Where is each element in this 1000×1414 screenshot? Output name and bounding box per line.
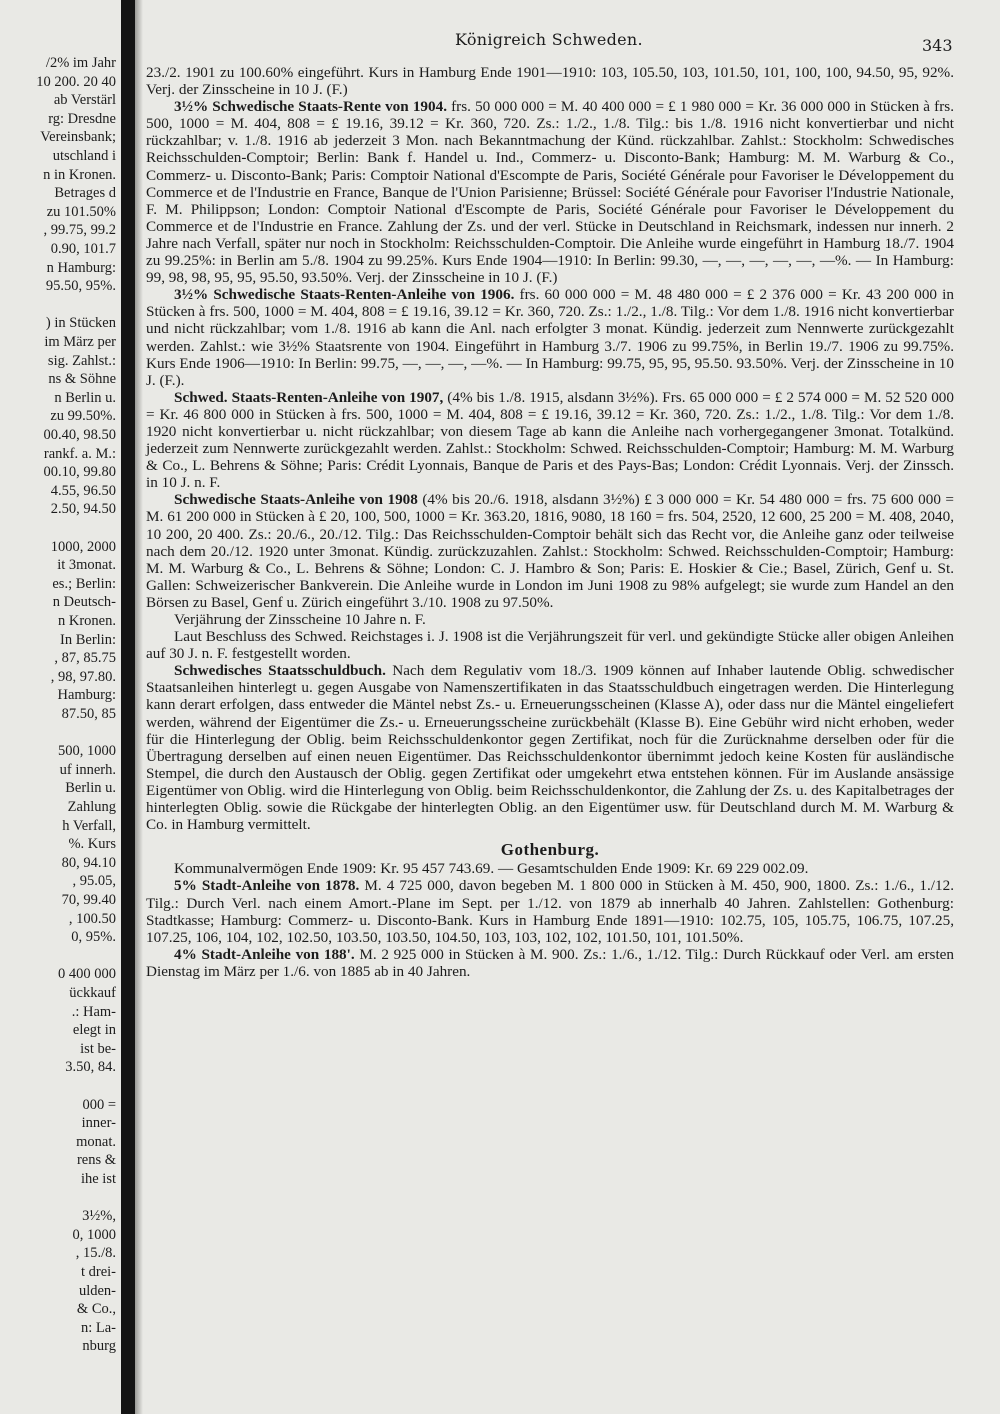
adjacent-page-line: /2% im Jahr (45, 55, 116, 71)
adjacent-page-line: 00.40, 98.50 (43, 427, 116, 443)
adjacent-page-line: t drei- (80, 1264, 116, 1280)
adjacent-page-line: 87.50, 85 (61, 706, 116, 722)
adjacent-page-line: inner- (81, 1115, 116, 1132)
adjacent-page-line: ns & Söhne (48, 371, 116, 388)
adjacent-page-line: Zahlung (67, 799, 116, 815)
adjacent-page-line: 0, 95%. (71, 929, 116, 946)
heading-rente-1904: 3½% Schwedische Staats-Rente von 1904. (174, 98, 447, 116)
heading-anleihe-1908: Schwedische Staats-Anleihe von 1908 (174, 491, 418, 509)
paragraph-anleihe-1907 (146, 389, 954, 492)
heading-stadt-anleihe-188x: 4% Stadt-Anleihe von 188'. (174, 945, 355, 963)
adjacent-page-line: Betrages d (54, 185, 116, 202)
adjacent-page-line: n in Kronen. (43, 166, 116, 183)
paragraph-rente-1904 (146, 98, 954, 286)
heading-anleihe-1906: 3½% Schwedische Staats-Renten-Anleihe von 1906. (174, 286, 515, 304)
adjacent-page-line: rg: Dresdne (48, 110, 116, 127)
page-header-title: Königreich Schweden. (455, 30, 643, 49)
adjacent-page-line: 0 400 000 (58, 966, 116, 983)
body-staatsschuldbuch: Nach dem Regulativ vom 18./3. 1909 können auf Inhaber lautende Oblig. schwedischer Staatsanleihen hinterlegt u. gegen Ausgabe von Namenszertifikaten in das Staatsschuldbuch eingetragen werden. Die Hinterlegung kann derart erfolgen, dass entweder die Mäntel nebst Zs.- u. Erneuerungsscheinen (Klasse A), oder dass nur die Mäntel eingeliefert werden, während der Eigentümer die Zs.- u. Erneuerungsscheine zurückbehält (Klasse B). Eine Gebühr wird nicht erhoben, weder für die Hinterlegung der Oblig. beim Reichsschuldenkontor gegen Zertifikat, noch für die Zurücknahme derselben oder für die Übertragung derselben auf einen neuen Eigentümer. Das Reichsschuldenkontor übernimmt jedoch keine Kosten für ausländische Stempel, die durch den Austausch der Oblig. gegen Zertifikat oder umgekehrt etwa entstehen können. Für im Auslande ansässige Eigentümer von Oblig. wird die Hinterlegung von Oblig. beim Reichsschuldenkontor, die Zahlung der Zs. u. des Kapitalbetrages der hinterlegten Oblig. sowie die Rückgabe der hinterlegten Oblig. an den Eigentümer usw. für Deutschland durch M. M. Warburg & Co. in Hamburg vermittelt. (146, 662, 954, 834)
adjacent-page-line: Hamburg: (57, 687, 116, 704)
paragraph-verjaehrung: Verjährung der Zinsscheine 10 Jahre n. F. (174, 611, 426, 628)
adjacent-page-line: , 87, 85.75 (54, 650, 116, 667)
paragraph-1901-loan: 23./2. 1901 zu 100.60% eingeführt. Kurs in Hamburg Ende 1901—1910: 103, 105.50, 103, 101.50, 101, 100, 100, 94.50, 95, 92%. Verj. der Zinsscheine in 10 J. (F.) (146, 64, 954, 99)
body-stadt-anleihe-1878: M. 4 725 000, davon begeben M. 1 800 000 in Stücken à M. 450, 900, 1800. Zs.: 1./6., 1./12. Tilg.: Durch Verl. nach einem Amort.-Plane im Sept. per 1./12. von 1879 ab innerhalb 40 Jahren. Zahlstellen: Gothenburg: Stadtkasse; Hamburg: Commerz- u. Disconto-Bank. Kurs in Hamburg Ende 1891—1910: 102.75, 105, 105.75, 106.75, 107.25, 107.25, 106, 104, 102, 102.50, 103.50, 103.50, 104.50, 103, 103, 102, 102, 101.50, 101, 101.50%. (146, 877, 955, 946)
adjacent-page-line: 1000, 2000 (50, 538, 116, 555)
adjacent-page-line: 4.55, 96.50 (50, 482, 116, 499)
adjacent-page-line: 3½%, (82, 1208, 116, 1225)
adjacent-page-line: 0.90, 101.7 (50, 241, 116, 257)
adjacent-page-line: 00.10, 99.80 (43, 464, 116, 481)
paragraph-anleihe-1906 (146, 286, 954, 389)
body-anleihe-1907: (4% bis 1./8. 1915, alsdann 3½%). Frs. 65 000 000 = £ 2 574 000 = M. 52 520 000 = Kr. 46 800 000 in Stücken à frs. 500, 1000 = M. 404, 808 = £ 19.16, 39.12 = Kr. 360, 720. Zs.: 1./2., 1./8. Tilg.: Vor dem 1./8. 1920 nicht konvertierbar u. nicht rückzahlbar; von diesem Tage ab kann die Anleihe nach vorhergegangener 3monat. Totalkünd. jederzeit zum Nennwerte zurückgezahlt werden. Zahlst.: Stockholm: Schwed. Reichsschulden-Comptoir; Hamburg: M. M. Warburg & Co., L. Behrens & Söhne; Paris: Crédit Lyonnais, Banque de Paris et des Pays-Bas; London: Crédit Lyonnais. Verj. der Zinssch. in 10 J. n. F. (146, 388, 954, 492)
adjacent-page-line: , 95.05, (72, 873, 116, 890)
adjacent-page-line: 2.50, 94.50 (50, 501, 116, 518)
page-number: 343 (922, 36, 953, 55)
heading-stadt-anleihe-1878: 5% Stadt-Anleihe von 1878. (174, 877, 360, 895)
adjacent-page-line: nburg (82, 1338, 116, 1355)
adjacent-page-line: , 98, 97.80. (50, 668, 116, 685)
adjacent-page-line: rankf. a. M.: (43, 445, 116, 462)
body-anleihe-1906: frs. 60 000 000 = M. 48 480 000 = £ 2 376 000 = Kr. 43 200 000 in Stücken à frs. 500, 1000 = M. 404, 808 = £ 19.16, 39.12 = Kr. 360, 720. Zs.: 1./2., 1./8. Tilg.: Vor dem 1./8. 1916 nicht konvertierbar und nicht rückzahlbar; vom 1./8. 1916 ab kann die Anl. nach erfolgter 3 monat. Kündig. jederzeit zum Nennwerte zurückgezahlt werden. Zahlst.: wie 3½% Staatsrente von 1904. Eingeführt in Hamburg 3./7. 1906 zu 99.75%, in Berlin 19./7. 1906 zu 99.75%. Kurs Ende 1906—1910: In Berlin: 99.75, —, —, —, —%. — In Hamburg: 99.75, 95, 95, 95.50. 93.50%. Verj. der Zinsscheine in 10 J. (F.). (146, 286, 954, 389)
adjacent-page-line: 70, 99.40 (61, 892, 116, 908)
adjacent-page-line: %. Kurs (68, 836, 116, 853)
main-text-column (146, 64, 954, 980)
paragraph-stadt-anleihe-188x (146, 946, 954, 980)
adjacent-page-line: ückkauf (69, 985, 116, 1001)
adjacent-page-line: elegt in (72, 1022, 116, 1039)
adjacent-page-line: 3.50, 84. (65, 1059, 116, 1076)
adjacent-page-line: 0, 1000 (72, 1226, 116, 1243)
adjacent-page-line: , 15./8. (75, 1245, 116, 1262)
adjacent-page-line: 80, 94.10 (61, 854, 116, 871)
adjacent-page-line: ulden- (78, 1282, 116, 1299)
gutter-shadow (135, 0, 143, 1414)
adjacent-page-line: n: La- (80, 1319, 116, 1336)
adjacent-page-line: ) in Stücken (45, 315, 116, 332)
section-title-gothenburg: Gothenburg. (500, 840, 600, 860)
adjacent-page-line: Vereinsbank; (40, 129, 116, 146)
adjacent-page-line: im März per (44, 334, 116, 350)
adjacent-page-line: .: Ham- (71, 1003, 116, 1020)
book-gutter (121, 0, 135, 1414)
paragraph-reichstag-beschluss: Laut Beschluss des Schwed. Reichstages i. J. 1908 ist die Verjährungszeit für verl. und gekündigte Stücke aller obigen Anleihen auf 30 J. n. F. festgestellt worden. (146, 628, 954, 663)
body-rente-1904: frs. 50 000 000 = M. 40 400 000 = £ 1 980 000 = Kr. 36 000 000 in Stücken à frs. 500, 1000 = M. 404, 808 = £ 19.16, 39.12 = Kr. 360, 720. Zs.: 1./2., 1./8. Tilg.: bis 1./8. 1916 nicht konvertierbar und nicht rückzahlbar; v. 1./8. 1916 ab jederzeit 3 Mon. nach Bekanntmachung der Künd. rückzahlbar. Zahlst.: Stockholm: Schwedisches Reichsschulden-Comptoir; Berlin: Bank f. Handel u. Ind., Commerz- u. Disconto-Bank; Hamburg: M. M. Warburg & Co., Commerz- u. Disconto-Bank; Paris: Comptoir National d'Escompte de Paris, Société Générale pour Favoriser le Développement du Commerce et de l'Industrie en France, Banque de l'Union Parisienne; Brüssel: Société Générale pour Favoriser l'Industrie Nationale, F. M. Philippson; London: Comptoir National d'Escompte de Paris, Société Générale pour Favoriser le Développement du Commerce et de l'Industrie en France. Zahlung der Zs. und der verl. Stücke in Deutschland in Reichsmark, indessen nur innerh. 2 Jahre nach Verfall, später nur noch in Stockholm: Reichsschulden-Comptoir. Die Anleihe wurde eingeführt in Hamburg 18./7. 1904 zu 99.25%: in Berlin am 5./8. 1904 zu 99.25%. Kurs Ende 1904—1910: In Berlin: 99.30, —, —, —, —, —, —%. — In Hamburg: 99, 98, 98, 95, 95, 95.50, 93.50%. Verj. der Zinsscheine in 10 J. (F.) (146, 98, 954, 287)
adjacent-page-line: sig. Zahlst.: (47, 352, 116, 369)
adjacent-page-line: n Deutsch- (52, 594, 116, 611)
adjacent-page-line: 000 = (82, 1096, 116, 1113)
adjacent-page-line: , 99.75, 99.2 (43, 222, 116, 239)
adjacent-page-line: n Hamburg: (46, 259, 116, 276)
adjacent-page-line: utschland i (52, 148, 116, 164)
body-stadt-anleihe-188x: M. 2 925 000 in Stücken à M. 900. Zs.: 1./6., 1./12. Tilg.: Durch Rückkauf oder Verl. am ersten Dienstag im März per 1./6. von 1885 ab in 40 Jahren. (146, 945, 954, 980)
adjacent-page-line: h Verfall, (62, 817, 116, 834)
adjacent-page-line: monat. (76, 1133, 116, 1150)
adjacent-page-line: es.; Berlin: (52, 575, 116, 592)
adjacent-page-line: ihe ist (80, 1171, 116, 1187)
adjacent-page-line: rens & (76, 1152, 116, 1169)
adjacent-page-line: 10 200. 20 40 (36, 73, 116, 90)
adjacent-page-line: ist be- (80, 1040, 116, 1057)
adjacent-page-line: n Berlin u. (54, 389, 116, 406)
heading-anleihe-1907: Schwed. Staats-Renten-Anleihe von 1907, (174, 388, 444, 406)
adjacent-page-line: ab Verstärl (53, 92, 116, 109)
paragraph-kommunalvermoegen: Kommunalvermögen Ende 1909: Kr. 95 457 743.69. — Gesamtschulden Ende 1909: Kr. 69 229 002.09. (174, 860, 809, 878)
adjacent-page-line: , 100.50 (68, 910, 116, 927)
adjacent-page-line: it 3monat. (57, 557, 116, 574)
paragraph-anleihe-1908 (146, 491, 954, 611)
adjacent-page-line: & Co., (76, 1301, 116, 1318)
adjacent-page-line: 95.50, 95%. (45, 278, 116, 295)
heading-staatsschuldbuch: Schwedisches Staatsschuldbuch. (174, 662, 386, 680)
paragraph-staatsschuldbuch (146, 662, 954, 833)
body-anleihe-1908: (4% bis 20./6. 1918, alsdann 3½%) £ 3 000 000 = Kr. 54 480 000 = frs. 75 600 000 = M. 61 200 000 in Stücken à £ 20, 100, 500, 1000 = Kr. 363.20, 1816, 9080, 18 160 = frs. 504, 2520, 12 600, 25 200 = M. 408, 2040, 10 200, 20 400. Zs.: 20./6., 20./12. Tilg.: Das Reichsschulden-Comptoir behält sich das Recht vor, die Anleihe ganz oder teilweise nach dem 20./12. 1920 unter 3monat. Kündig. zurückzuzahlen. Zahlst.: Stockholm: Schwed. Reichsschulden-Comptoir; Hamburg: M. M. Warburg & Co., L. Behrens & Söhne; London: C. J. Hambro & Son; Paris: E. Hoskier & Cie.; Basel, Zürich, Genf u. St. Gallen: Schweizerischer Bankverein. Die Anleihe wurde in London im Juni 1908 zu 98% aufgelegt; sie wurde zum Handel an den Börsen zu Basel, Genf u. Zürich eingeführt 3./10. 1908 zu 97.50%. (146, 491, 954, 611)
adjacent-page-line: zu 101.50% (46, 203, 116, 220)
adjacent-page-line: zu 99.50%. (50, 408, 116, 425)
adjacent-page-line: n Kronen. (58, 613, 116, 629)
adjacent-page-fragment (0, 55, 120, 1385)
adjacent-page-line: Berlin u. (65, 780, 116, 797)
adjacent-page-line: 500, 1000 (58, 743, 116, 760)
adjacent-page-line: uf innerh. (59, 761, 116, 778)
adjacent-page-line: In Berlin: (60, 631, 116, 648)
paragraph-stadt-anleihe-1878 (146, 877, 954, 945)
